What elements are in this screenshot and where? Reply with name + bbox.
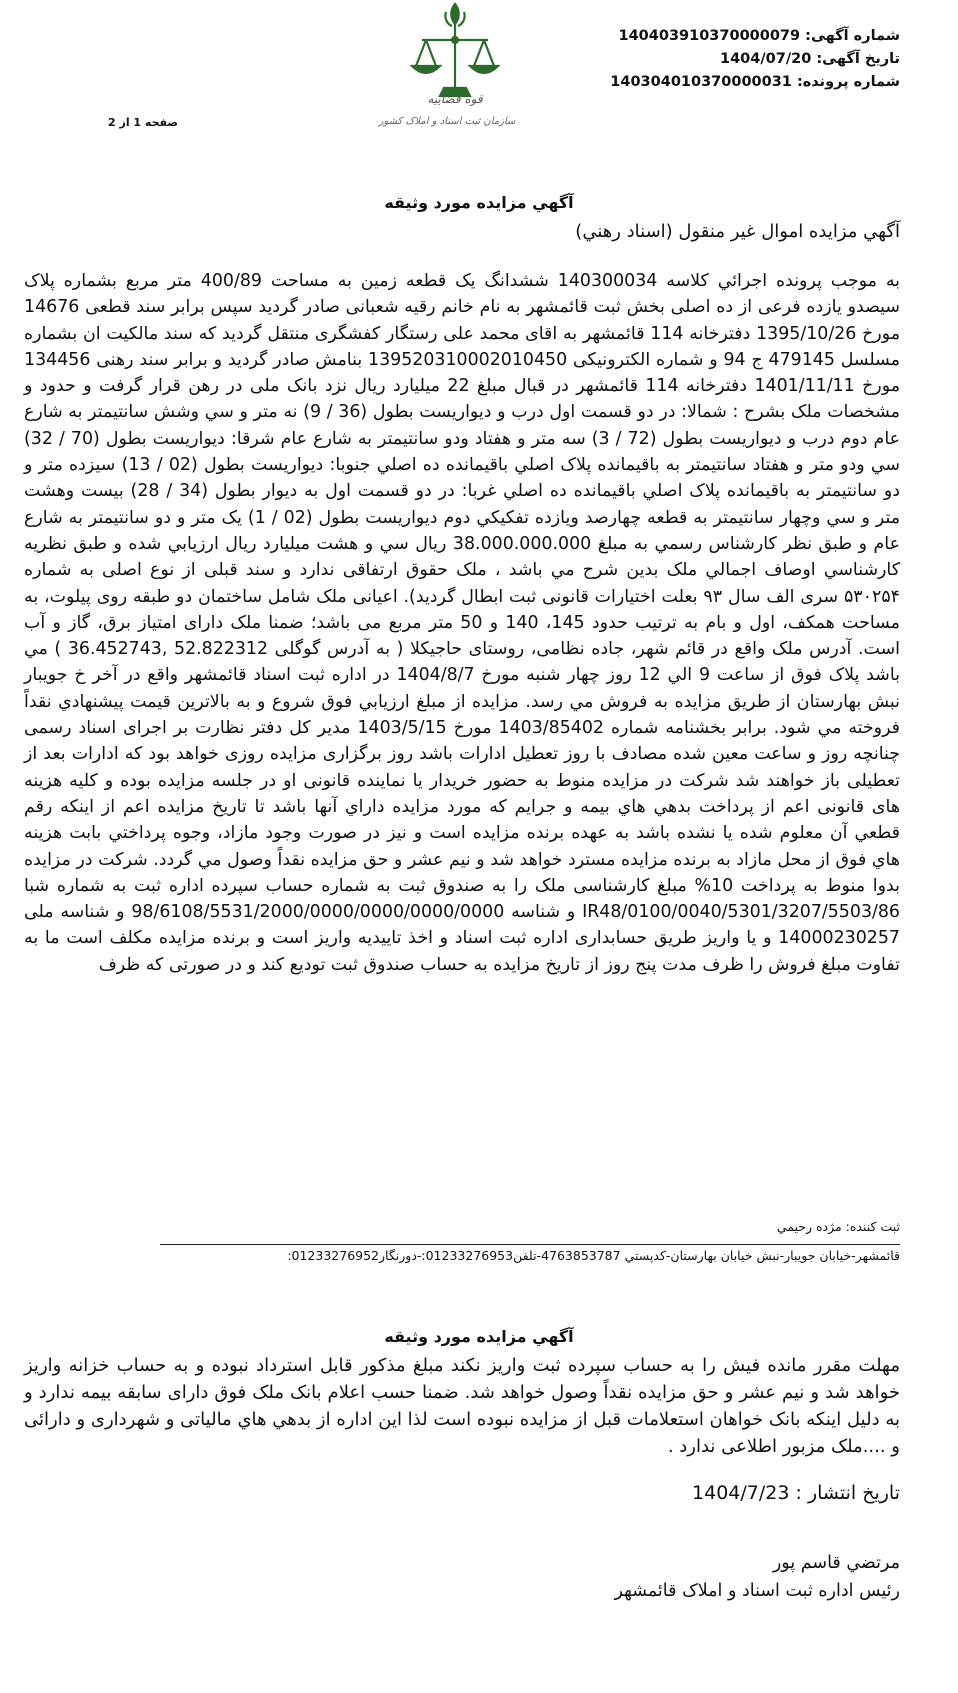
publish-date-label: تاريخ انتشار :	[795, 1482, 900, 1504]
page2-title: آگهي مزايده مورد وثيقه	[384, 1327, 574, 1346]
office-address: قائمشهر-خيابان جويبار-نبش خيابان بهارستان-کدپستي 4763853787-تلفن01233276953:-دورنگار01233276952:	[287, 1248, 900, 1263]
notice-number: 140403910370000079	[618, 28, 801, 44]
signer-name: مرتضي قاسم پور	[772, 1553, 900, 1573]
scales-emblem-icon	[400, 0, 510, 150]
file-number-line	[610, 74, 900, 90]
emblem-caption-1: قوه قضاییه	[427, 92, 483, 106]
registrar-name: مژده رحيمي	[776, 1219, 842, 1234]
signer-title: رئيس اداره ثبت اسناد و املاک قائمشهر	[614, 1581, 900, 1601]
file-number-label: شماره پرونده:	[796, 74, 900, 90]
page1-body-text: به موجب پرونده اجرائي کلاسه 140300034 ششدانگ يک قطعه زمين به مساحت 400/89 متر مربع بشماره پلاک سيصدو يازده فرعی از ده اصلی بخش ثبت قائمشهر به نام خانم رقيه شعبانی صادر گرديد سپس برابر سند قطعی 14676 مورخ 1395/10/26 دفترخانه 114 قائمشهر به اقای محمد علی رستگار کفشگری منتقل گرديد که سند مالکيت ان بشماره مسلسل 479145 ج 94 و شماره الکترونيکی 139520310002010450 بنامش صادر گرديد و برابر سند رهنی 134456 مورخ 1401/11/11 دفترخانه 114 قائمشهر در قبال مبلغ 22 ميليارد ريال نزد بانک ملی در رهن قرار گرفت و حدود و مشخصات ملک بشرح : شمالا: در دو قسمت اول درب و ديواريست بطول (36 / 9) نه متر و سي وشش سانتيمتر به شارع عام دوم درب و ديواريست بطول (72 / 3) سه متر و هفتاد ودو سانتيمتر به شارع عام شرقا: ديواريست بطول (70 / 32) سي ودو متر و هفتاد سانتيمتر به باقيمانده پلاک اصلي باقيمانده ده اصلي جنوبا: ديواريست بطول (02 / 13) سيزده متر و دو سانتيمتر به باقيمانده پلاک اصلي باقيمانده ده اصلي غربا: در دو قسمت اول به ديوار بطول (34 / 28) بيست وهشت متر و سي وچهار سانتيمتر به قطعه چهارصد ويازده تفکيکي دوم ديواريست بطول (02 / 1) يک متر و دو سانتيمتر به شارع عام و طبق نظر کارشناس رسمي به مبلغ 38.000.000.000 ريال سي و هشت ميليارد ريال ارزيابي شده و طبق نظريه کارشناسي اوصاف اجمالي ملک بدين شرح مي باشد ، ملک حقوق ارتفاقی ندارد و سند قبلی از نوع اصلی به شماره ۵۳۰۲۵۴ سری الف سال ۹۳ بعلت اختيارات قانونی ثبت ابطال گرديد). اعيانی ملک شامل ساختمان دو طبقه روی پيلوت، به مساحت همکف، اول و بام به ترتيب حدود 145، 140 و 50 متر مربع می باشد؛ ضمنا ملک دارای امتياز برق، گاز و آب است. آدرس ملک واقع در قائم شهر، جاده نظامی، روستای حاجيکلا ( به آدرس گوگلی 52.822312 ,36.452743 ) مي باشد پلاک فوق از ساعت 9 الي 12 روز چهار شنبه مورخ 1404/8/7 در اداره ثبت اسناد قائمشهر واقع در آخر خ جويبار نبش بهارستان از طريق مزايده به فروش مي رسد. مزايده از مبلغ ارزيابي فوق شروع و به بالاترين قيمت پيشنهادي نقداً فروخته مي شود. برابر بخشنامه شماره 1403/85402 مورخ 1403/5/15 مدير کل دفتر نظارت بر اجرای اسناد رسمی چنانچه روز و ساعت معين شده مصادف با روز تعطيل ادارات باشد روز برگزاری مزايده روزی خواهد بود که ادارات بعد از تعطيلی باز خواهند شد شرکت در مزايده منوط به حضور خريدار يا نماينده قانونی او در جلسه مزايده بوده و کليه هزينه های قانونی اعم از پرداخت بدهي هاي بيمه و جرايم که مورد مزايده داراي آنها باشد تا تاريخ مزايده اعم از اينکه رقم قطعي آن معلوم شده يا نشده باشد به عهده برنده مزايده است و نيز در صورت وجود مازاد، وجوه پرداختي بابت هزينه هاي فوق از محل مازاد به برنده مزايده مسترد خواهد شد و نيم عشر و حق مزايده نقداً وصول مي گردد. شرکت در مزايده بدوا منوط به پرداخت 10% مبلغ کارشناسی ملک را به صندوق ثبت به شماره حساب سپرده اداره ثبت به شماره شبا IR48/0100/0040/5301/3207/5503/86 و شناسه 98/6108/5531/2000/0000/0000/0000/0000 و شناسه ملی 14000230257 و يا واريز طريق حسابداری اداره ثبت اسناد و اخذ تاييديه واريز است و برنده مزايده مکلف است ما به تفاوت مبلغ فروش را ظرف مدت پنج روز از تاريخ مزايده به حساب صندوق ثبت توديع کند و در صورتی که ظرف	[24, 271, 901, 975]
page2-body-text: مهلت مقرر مانده فيش را به حساب سپرده ثبت واريز نکند مبلغ مذکور قابل استرداد نبوده و به حساب خزانه واريز خواهد شد و نيم عشر و حق مزايده نقداً وصول خواهد شد. ضمنا حسب اعلام بانک ملک فوق دارای سابقه بيمه ندارد و به دليل اينکه بانک خواهان استعلامات قبل از مزايده نبوده است لذا اين اداره از بدهي هاي مالياتی و شهرداری و دارائی و ....ملک مزبور اطلاعی ندارد .	[24, 1355, 900, 1457]
page1-subtitle: آگهي مزايده اموال غير منقول (اسناد رهني)	[575, 221, 900, 242]
emblem-caption-2: سازمان ثبت اسناد و املاک کشور	[378, 116, 516, 127]
file-number: 140304010370000031	[610, 74, 792, 90]
notice-number-label: شماره آگهی:	[805, 28, 900, 44]
judiciary-emblem	[400, 0, 510, 150]
notice-date: 1404/07/20	[720, 51, 812, 67]
publish-date: 1404/7/23	[692, 1482, 790, 1504]
notice-date-line	[720, 51, 900, 67]
publish-date-line	[692, 1482, 900, 1504]
notice-number-line	[619, 28, 901, 44]
page-label: صفحه 1 از 2	[108, 116, 179, 129]
notice-date-label: تاریخ آگهی:	[816, 51, 900, 67]
footer-divider	[160, 1244, 900, 1245]
registrar-label: ثبت کننده:	[845, 1219, 900, 1234]
registrar-line	[777, 1219, 900, 1234]
page1-title: آگهي مزايده مورد وثيقه	[384, 193, 574, 212]
